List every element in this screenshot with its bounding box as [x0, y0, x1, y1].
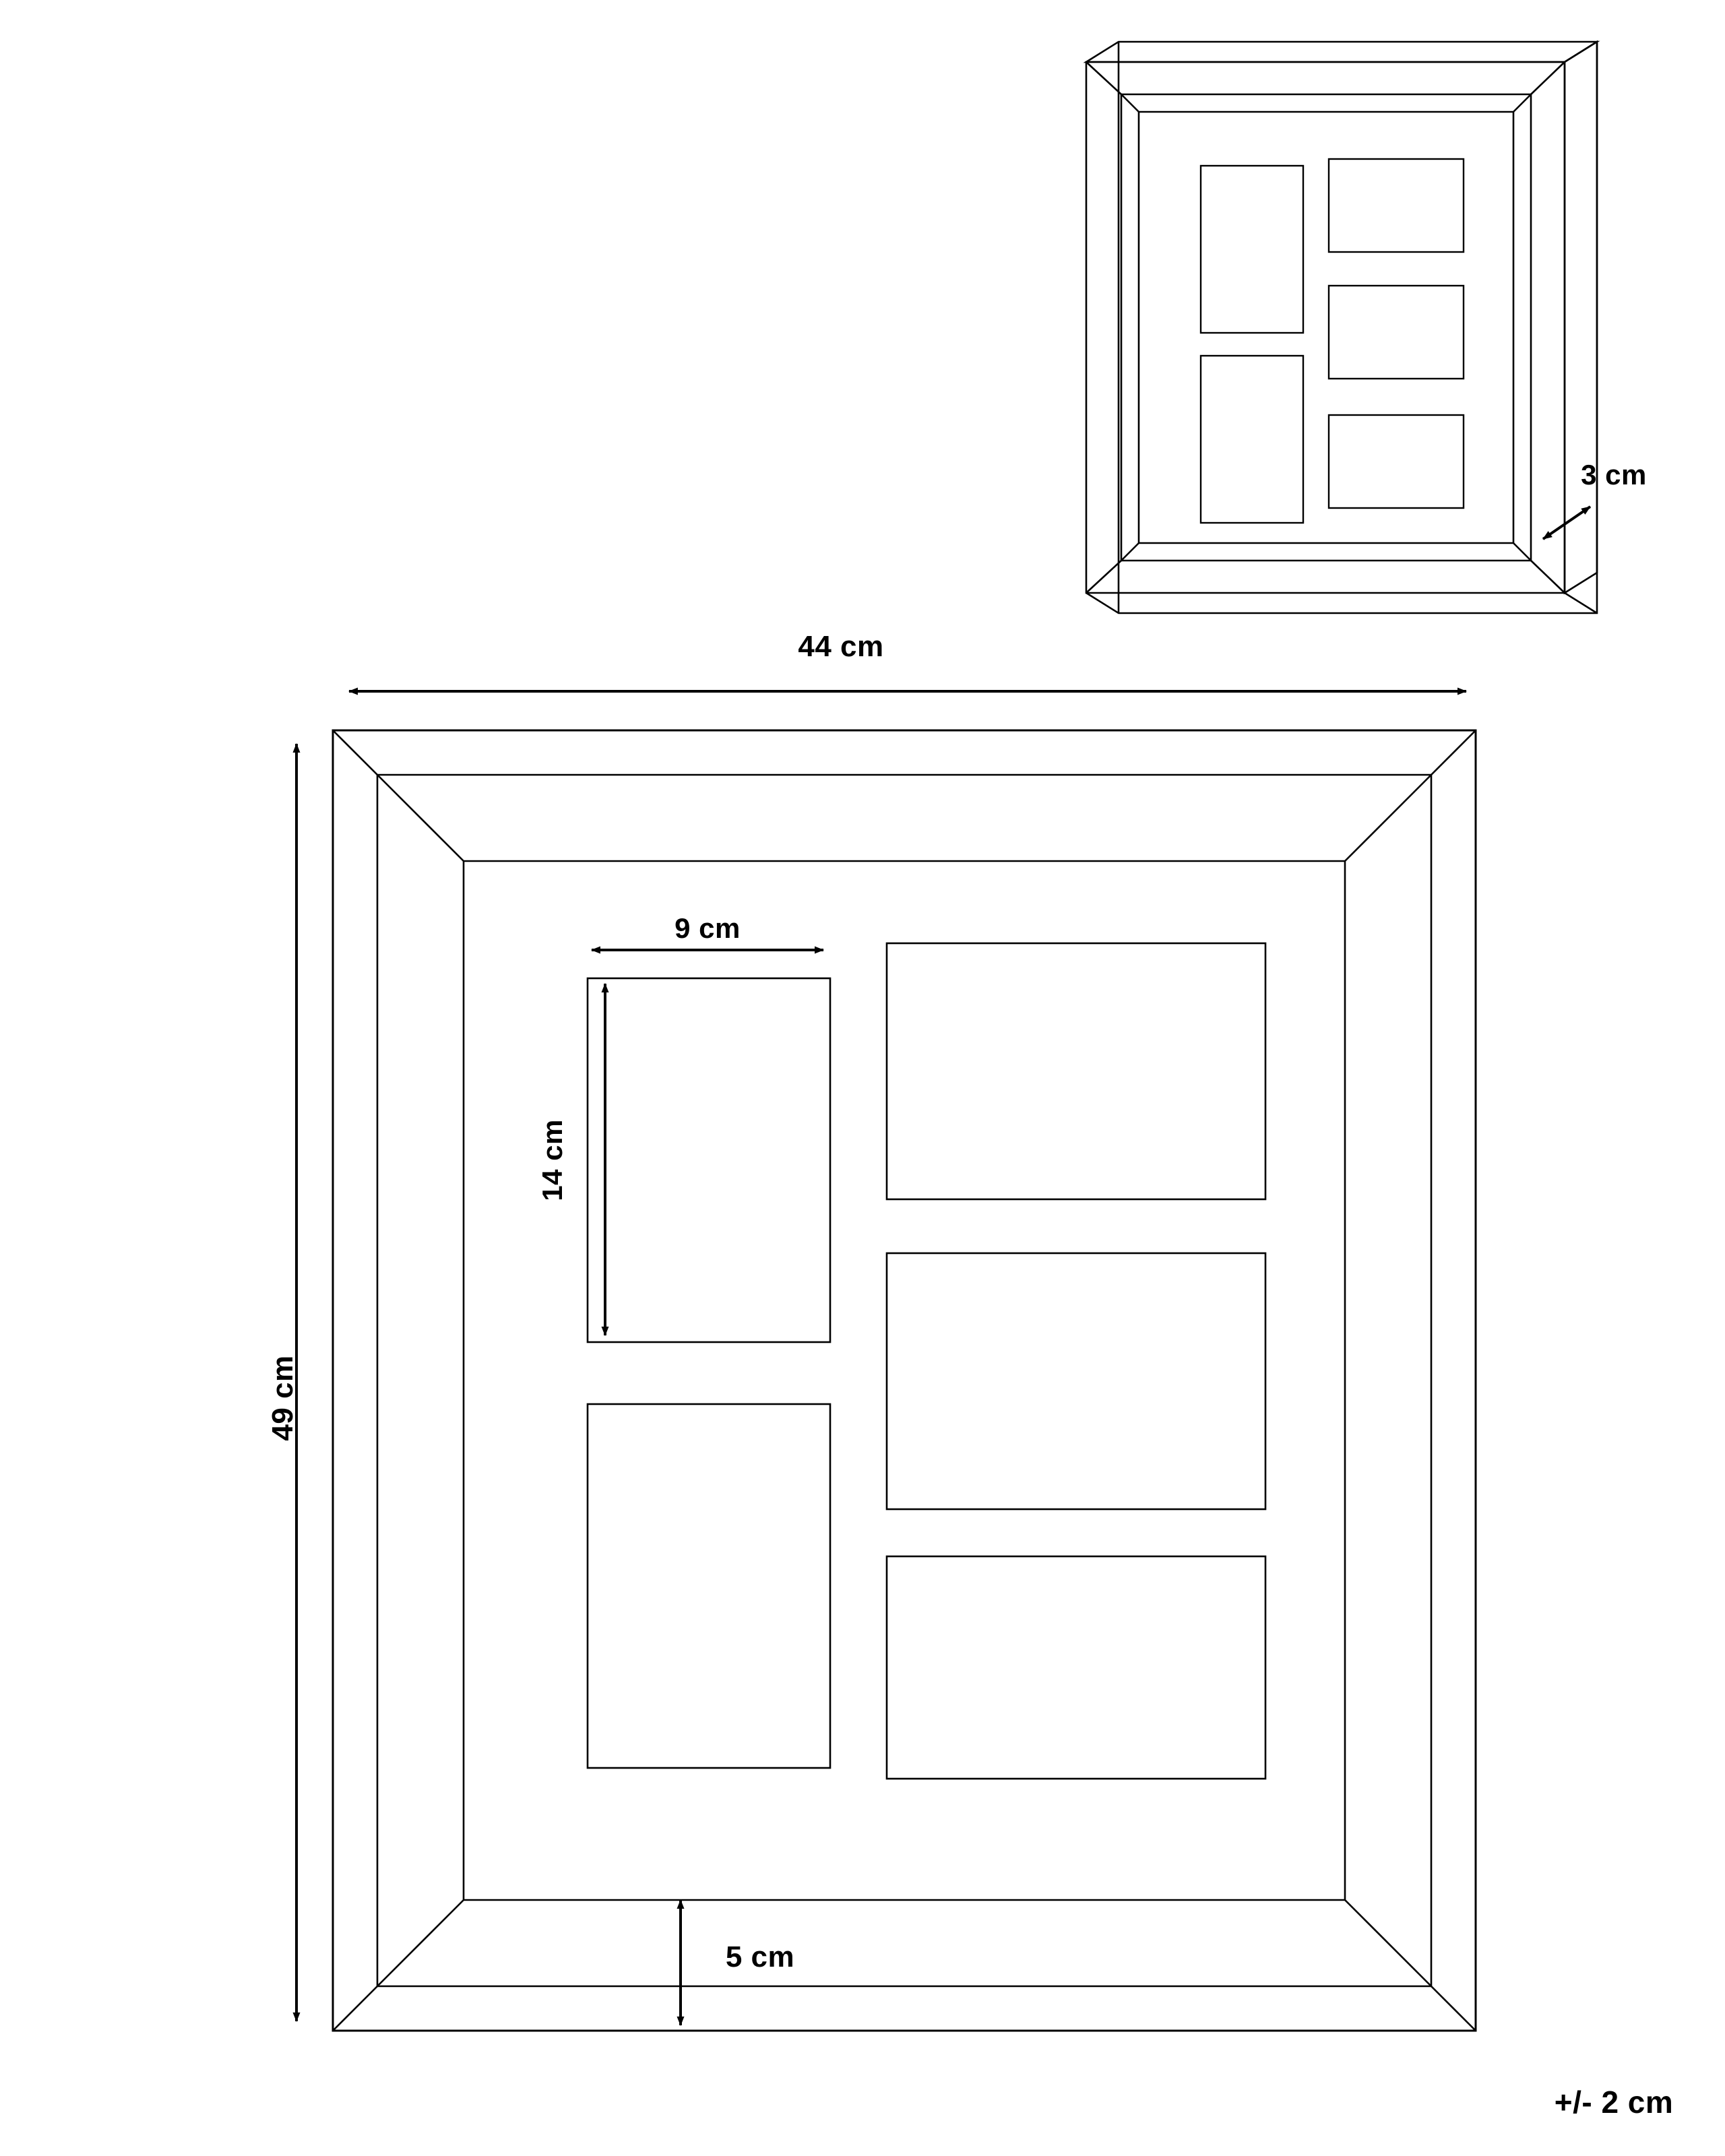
perspective-frame-view: [1086, 42, 1597, 613]
aperture-right-bottom: [887, 1556, 1265, 1779]
front-frame-view: [333, 730, 1476, 2031]
aperture-left-bottom: [588, 1404, 830, 1768]
aperture-right-middle: [887, 1253, 1265, 1509]
tolerance-note: +/- 2 cm: [1554, 2085, 1674, 2120]
aperture-right-top: [887, 943, 1265, 1199]
dimension-label-aperture-height: 14 cm: [536, 1119, 568, 1201]
dimension-label-aperture-width: 9 cm: [675, 912, 741, 944]
aperture-left-top: [588, 978, 830, 1342]
dimension-label-overall-width: 44 cm: [798, 630, 884, 663]
dimension-label-overall-height: 49 cm: [266, 1355, 299, 1441]
depth-dimension: [1543, 507, 1590, 539]
dimension-label-border-width: 5 cm: [725, 1940, 795, 1973]
dimension-label-frame-depth: 3 cm: [1581, 459, 1647, 490]
